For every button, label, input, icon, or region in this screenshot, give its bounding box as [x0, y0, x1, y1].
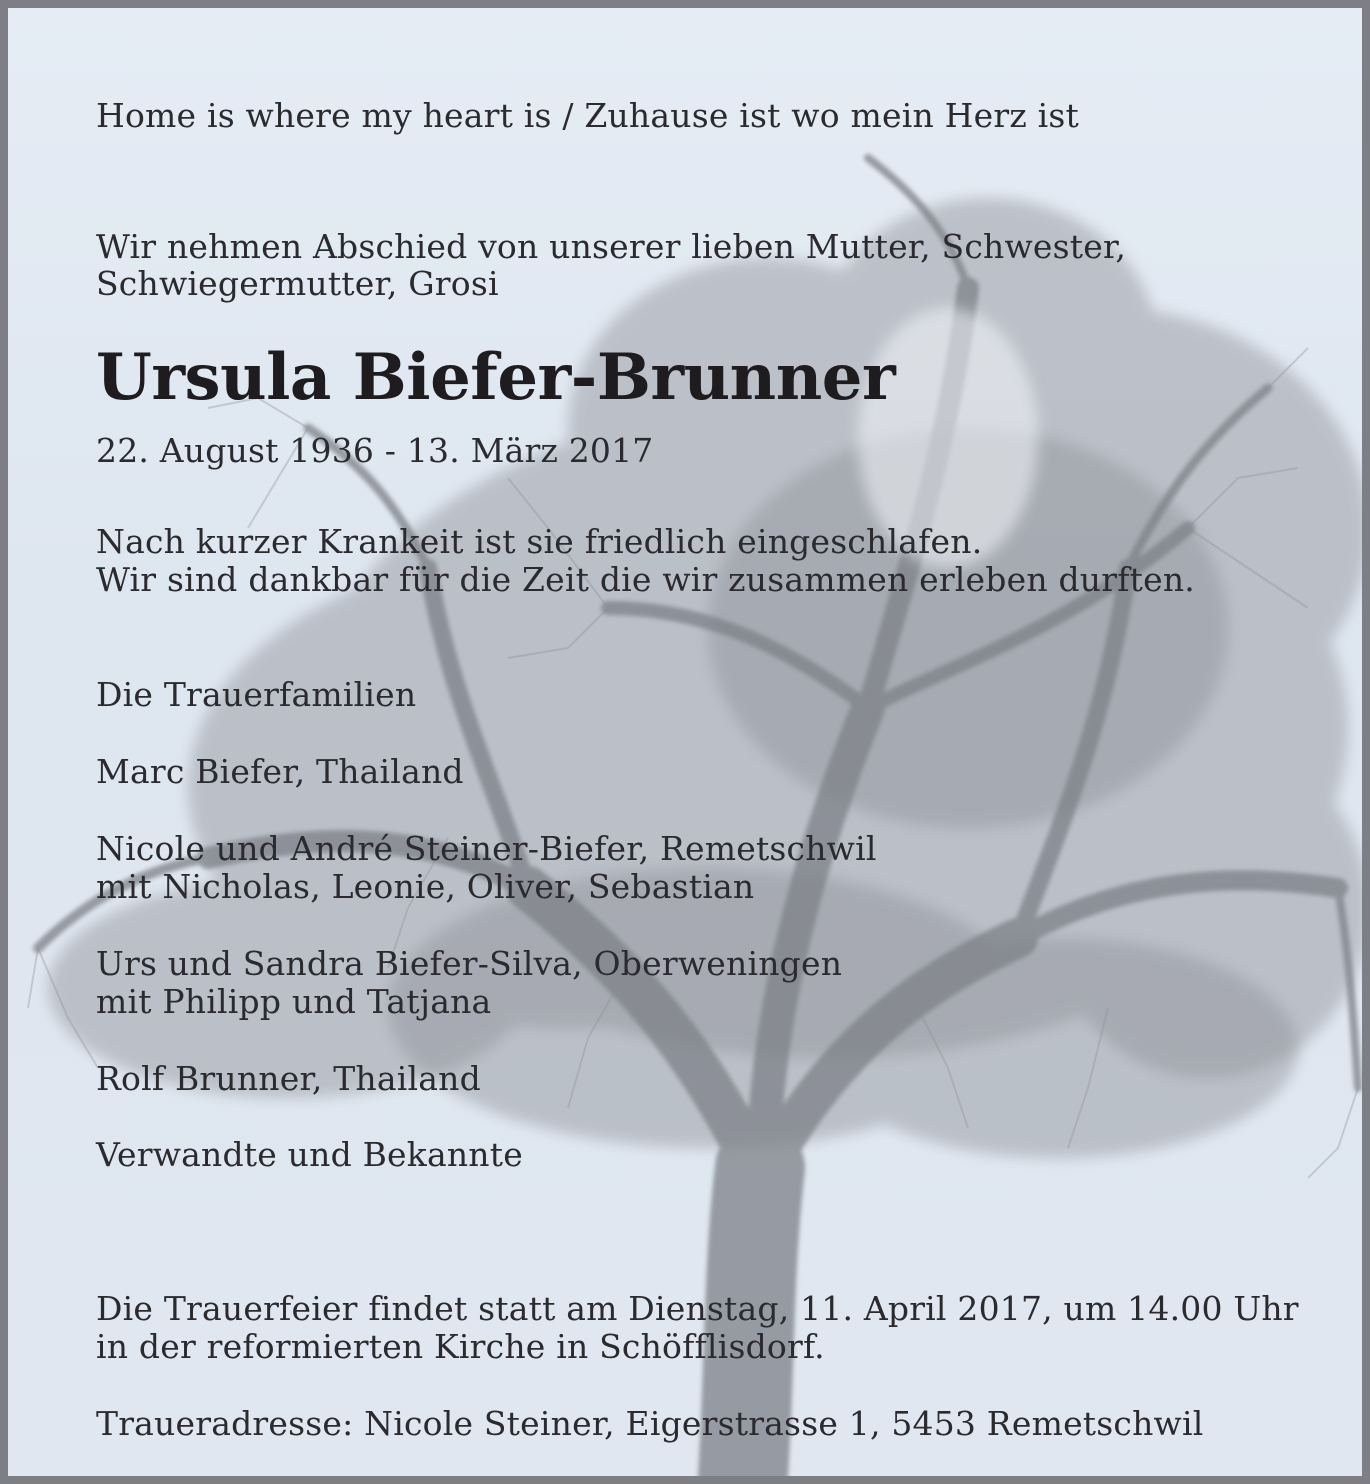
mourner-entry: Verwandte und Bekannte [96, 1135, 523, 1174]
motto: Home is where my heart is / Zuhause ist wo mein Herz ist [96, 96, 1079, 135]
service-line-1: Die Trauerfeier findet statt am Dienstag, 11. April 2017, um 14.00 Uhr [96, 1289, 1299, 1328]
mourners-heading: Die Trauerfamilien [96, 675, 417, 714]
message-line-1: Nach kurzer Krankeit ist sie friedlich eingeschlafen. [96, 522, 983, 561]
intro-line-2: Schwiegermutter, Grosi [96, 264, 499, 303]
mourner-entry: Nicole und André Steiner-Biefer, Remetschwil [96, 829, 877, 868]
mourner-entry: Rolf Brunner, Thailand [96, 1059, 481, 1098]
mourner-entry-continuation: mit Nicholas, Leonie, Oliver, Sebastian [96, 867, 755, 906]
mourner-entry: Urs und Sandra Biefer-Silva, Oberweningen [96, 944, 843, 983]
mourner-entry-continuation: mit Philipp und Tatjana [96, 982, 492, 1021]
service-line-2: in der reformierten Kirche in Schöfflisdorf. [96, 1327, 825, 1366]
life-dates: 22. August 1936 - 13. März 2017 [96, 431, 654, 470]
mourning-address: Traueradresse: Nicole Steiner, Eigerstrasse 1, 5453 Remetschwil [96, 1404, 1204, 1443]
mourner-entry: Marc Biefer, Thailand [96, 752, 464, 791]
obituary-card [8, 8, 1362, 1476]
message-line-2: Wir sind dankbar für die Zeit die wir zusammen erleben durften. [96, 560, 1195, 599]
deceased-name: Ursula Biefer-Brunner [96, 340, 896, 415]
intro-line-1: Wir nehmen Abschied von unserer lieben Mutter, Schwester, [96, 227, 1127, 266]
